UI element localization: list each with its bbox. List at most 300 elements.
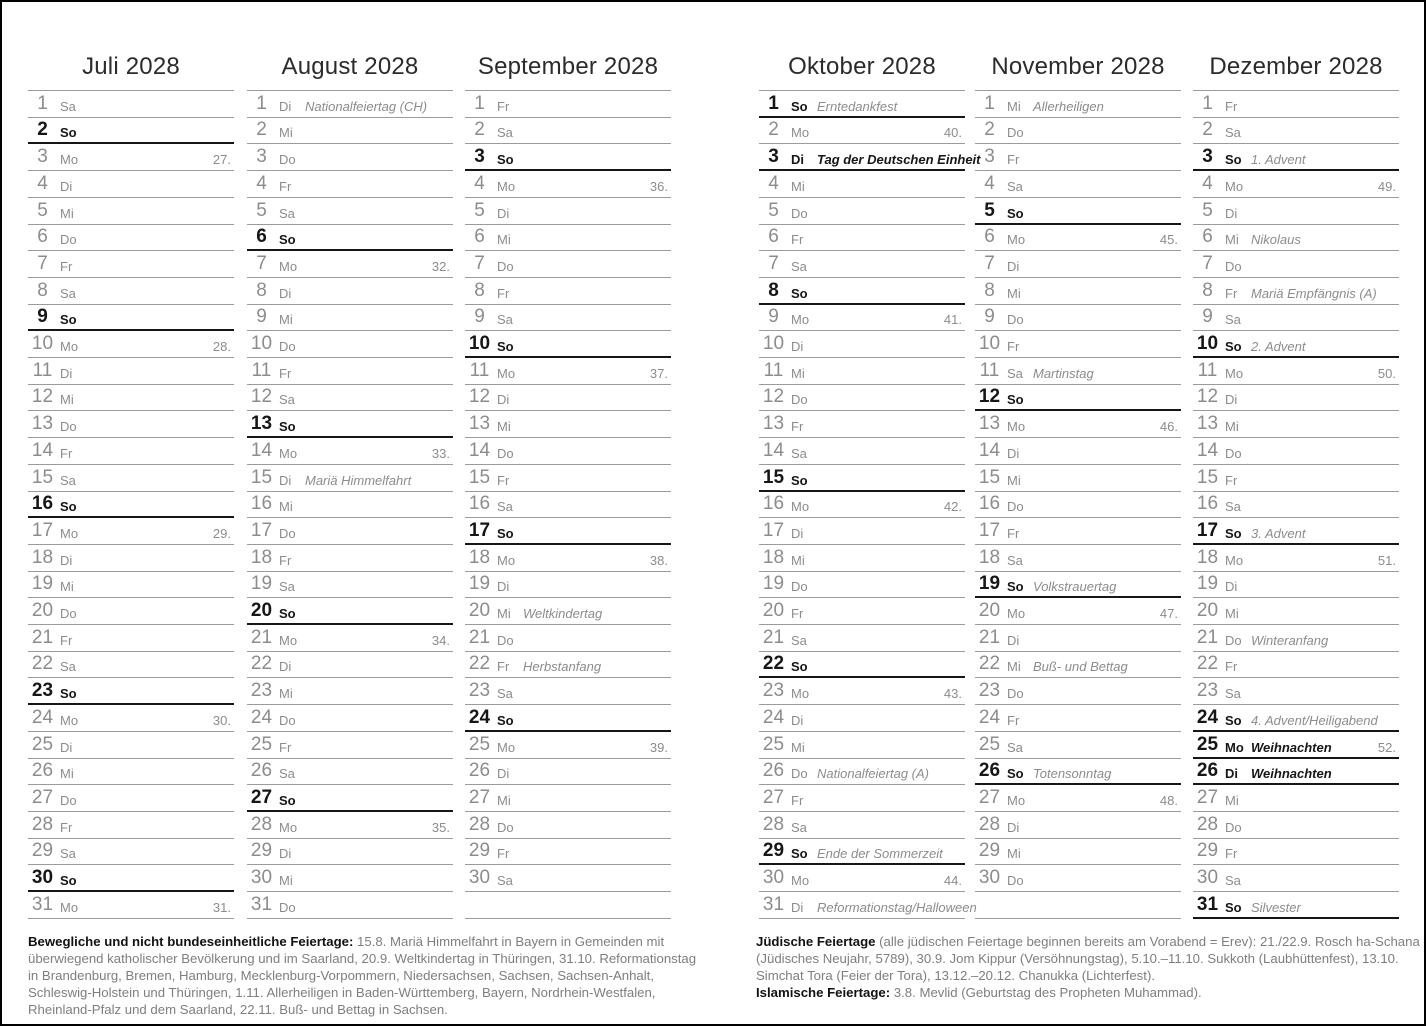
day-number: 10: [762, 333, 785, 355]
day-row-highlighted: [975, 759, 1181, 786]
day-row: [1193, 678, 1399, 705]
weekday-label: So: [1007, 766, 1024, 782]
day-number: 25: [978, 733, 1001, 755]
day-number: 3: [474, 146, 485, 168]
day-number: 7: [768, 252, 779, 274]
holiday-label: Weltkindertag: [523, 606, 603, 622]
day-row: [975, 678, 1181, 705]
weekday-label: Do: [1007, 312, 1024, 328]
day-number: 21: [978, 626, 1001, 648]
day-number: 28: [468, 813, 491, 835]
day-row: [247, 759, 453, 786]
weekday-label: Di: [497, 205, 510, 221]
weekday-label: Mi: [60, 766, 74, 782]
day-number: 24: [1196, 706, 1219, 728]
day-number: 14: [468, 439, 491, 461]
day-row-highlighted: [247, 785, 453, 812]
day-row: [247, 251, 453, 278]
day-number: 23: [762, 680, 785, 702]
weekday-label: Mi: [1225, 606, 1239, 622]
weekday-label: Fr: [497, 98, 510, 114]
day-number: 2: [474, 119, 485, 141]
day-number: 12: [978, 386, 1001, 408]
day-row: [465, 492, 671, 519]
weekday-label: Do: [1225, 819, 1242, 835]
weekday-label: Sa: [60, 659, 76, 675]
day-row: [465, 732, 671, 759]
weekday-label: Sa: [497, 312, 513, 328]
weekday-label: Mi: [279, 686, 293, 702]
day-row: [759, 732, 965, 759]
weekday-label: So: [279, 792, 296, 808]
weekday-label: Sa: [497, 499, 513, 515]
holiday-label: Ende der Sommerzeit: [817, 846, 943, 862]
holiday-label: Weihnachten: [1251, 739, 1332, 755]
day-row: [975, 331, 1181, 358]
month-rows: [975, 90, 1181, 919]
week-number: 36.: [649, 178, 668, 194]
day-number: 12: [762, 386, 785, 408]
empty-day-row: [975, 892, 1181, 919]
day-row-highlighted: [1193, 732, 1399, 759]
day-row: [1193, 278, 1399, 305]
month-title: August 2028: [281, 53, 419, 80]
weekday-label: Mo: [60, 339, 79, 355]
day-number: 11: [763, 359, 784, 381]
weekday-label: Di: [497, 579, 510, 595]
holiday-label: Silvester: [1251, 899, 1301, 915]
day-row: [759, 331, 965, 358]
holiday-label: Totensonntag: [1033, 766, 1112, 782]
day-number: 9: [984, 306, 995, 328]
day-row: [28, 892, 234, 919]
weekday-label: Mo: [1225, 365, 1244, 381]
day-number: 1: [984, 92, 995, 114]
weekday-label: So: [791, 472, 808, 488]
day-row: [759, 225, 965, 252]
day-row-highlighted: [28, 118, 234, 145]
weekday-label: Sa: [1225, 499, 1241, 515]
holiday-label: 2. Advent: [1251, 339, 1306, 355]
day-number: 30: [978, 867, 1001, 889]
week-number: 49.: [1377, 178, 1396, 194]
day-number: 17: [1196, 519, 1219, 541]
weekday-label: Fr: [497, 659, 510, 675]
day-number: 1: [1202, 92, 1213, 114]
day-number: 14: [250, 439, 273, 461]
weekday-label: Sa: [791, 445, 807, 461]
weekday-label: Do: [1225, 445, 1242, 461]
weekday-label: Fr: [497, 285, 510, 301]
weekday-label: Mo: [497, 552, 516, 568]
weekday-label: Fr: [497, 472, 510, 488]
holiday-label: 4. Advent/Heiligabend: [1251, 712, 1378, 728]
weekday-label: Fr: [60, 258, 73, 274]
weekday-label: Sa: [791, 632, 807, 648]
day-number: 25: [1196, 733, 1219, 755]
weekday-label: So: [1007, 205, 1024, 221]
weekday-label: So: [791, 98, 808, 114]
weekday-label: Do: [60, 419, 77, 435]
day-number: 25: [762, 733, 785, 755]
weekday-label: Mi: [497, 606, 511, 622]
weekday-label: Do: [279, 525, 296, 541]
day-number: 21: [468, 626, 491, 648]
day-number: 13: [468, 413, 491, 435]
day-row: [28, 278, 234, 305]
day-row-highlighted: [759, 465, 965, 492]
day-number: 18: [250, 546, 273, 568]
weekday-label: So: [497, 339, 514, 355]
day-number: 3: [768, 146, 779, 168]
weekday-label: Mo: [1007, 606, 1026, 622]
weekday-label: Di: [279, 846, 292, 862]
day-number: 6: [984, 226, 995, 248]
day-number: 7: [984, 252, 995, 274]
day-row: [28, 438, 234, 465]
weekday-label: Do: [497, 819, 514, 835]
weekday-label: Do: [1007, 499, 1024, 515]
day-row: [759, 678, 965, 705]
day-row: [759, 411, 965, 438]
day-row: [1193, 305, 1399, 332]
day-number: 7: [474, 252, 485, 274]
day-number: 1: [256, 92, 267, 114]
weekday-label: Fr: [279, 178, 292, 194]
day-row: [975, 305, 1181, 332]
day-number: 13: [31, 413, 54, 435]
month-column: [247, 2, 453, 919]
day-number: 23: [1196, 680, 1219, 702]
day-row: [759, 625, 965, 652]
weekday-label: Sa: [279, 205, 295, 221]
weekday-label: Mo: [279, 445, 298, 461]
weekday-label: Sa: [279, 579, 295, 595]
weekday-label: So: [1007, 392, 1024, 408]
day-number: 30: [468, 867, 491, 889]
day-number: 19: [468, 573, 491, 595]
week-number: 48.: [1159, 792, 1178, 808]
weekday-label: Do: [497, 445, 514, 461]
day-row: [975, 545, 1181, 572]
day-number: 15: [1196, 466, 1219, 488]
day-row-highlighted: [759, 652, 965, 679]
weekday-label: So: [60, 873, 77, 889]
weekday-label: Di: [497, 392, 510, 408]
week-number: 43.: [943, 686, 962, 702]
day-number: 29: [31, 840, 54, 862]
week-number: 39.: [649, 739, 668, 755]
day-number: 9: [37, 306, 48, 328]
day-number: 24: [468, 706, 491, 728]
day-row-highlighted: [465, 518, 671, 545]
day-number: 11: [1197, 359, 1218, 381]
weekday-label: Mo: [1007, 792, 1026, 808]
day-row-highlighted: [465, 144, 671, 171]
holiday-label: Volkstrauertag: [1033, 579, 1117, 595]
day-number: 22: [31, 653, 54, 675]
day-number: 2: [37, 119, 48, 141]
day-row: [1193, 385, 1399, 412]
day-row: [975, 251, 1181, 278]
day-number: 29: [250, 840, 273, 862]
weekday-label: Fr: [1007, 712, 1020, 728]
weekday-label: So: [1225, 525, 1242, 541]
weekday-label: Mo: [1007, 419, 1026, 435]
weekday-label: Mo: [497, 365, 516, 381]
day-row: [28, 411, 234, 438]
weekday-label: Fr: [1225, 472, 1238, 488]
weekday-label: Sa: [60, 846, 76, 862]
day-number: 24: [31, 706, 54, 728]
weekday-label: Di: [60, 739, 73, 755]
month-column: [975, 2, 1181, 919]
day-row: [247, 305, 453, 332]
day-number: 9: [768, 306, 779, 328]
day-number: 27: [250, 786, 273, 808]
day-number: 7: [1202, 252, 1213, 274]
day-number: 15: [762, 466, 785, 488]
weekday-label: Mo: [791, 312, 810, 328]
day-row: [28, 331, 234, 358]
day-number: 7: [37, 252, 48, 274]
day-row: [247, 625, 453, 652]
day-row: [28, 545, 234, 572]
day-number: 16: [468, 493, 491, 515]
day-row: [1193, 91, 1399, 118]
day-row-highlighted: [1193, 892, 1399, 919]
day-number: 23: [31, 680, 54, 702]
day-number: 13: [978, 413, 1001, 435]
day-row-highlighted: [759, 839, 965, 866]
footer-regional-holidays: [28, 933, 706, 1018]
day-number: 8: [984, 279, 995, 301]
day-number: 22: [468, 653, 491, 675]
day-row: [975, 465, 1181, 492]
day-row: [465, 225, 671, 252]
day-number: 9: [256, 306, 267, 328]
weekday-label: Di: [279, 472, 292, 488]
day-number: 10: [250, 333, 273, 355]
day-row: [465, 785, 671, 812]
day-row: [759, 198, 965, 225]
day-row-highlighted: [759, 91, 965, 118]
day-row: [1193, 118, 1399, 145]
day-row-highlighted: [759, 144, 981, 171]
day-number: 27: [762, 786, 785, 808]
day-number: 24: [978, 706, 1001, 728]
footer-text: 3.8. Mevlid (Geburtstag des Propheten Muhammad).: [890, 985, 1202, 1000]
day-row-highlighted: [1193, 705, 1399, 732]
day-row-highlighted: [247, 411, 453, 438]
weekday-label: So: [1225, 712, 1242, 728]
weekday-label: Di: [279, 98, 292, 114]
day-row: [28, 251, 234, 278]
day-number: 4: [256, 172, 267, 194]
day-row-highlighted: [465, 705, 671, 732]
month-title: November 2028: [991, 53, 1165, 80]
day-number: 26: [468, 760, 491, 782]
day-row: [759, 892, 977, 919]
day-row: [1193, 465, 1399, 492]
weekday-label: So: [791, 285, 808, 301]
day-number: 5: [256, 199, 267, 221]
day-row: [28, 785, 234, 812]
day-number: 8: [768, 279, 779, 301]
weekday-label: Mi: [497, 792, 511, 808]
weekday-label: Di: [1007, 819, 1020, 835]
day-number: 3: [256, 146, 267, 168]
day-number: 18: [978, 546, 1001, 568]
weekday-label: Do: [1225, 632, 1242, 648]
weekday-label: Mi: [1225, 232, 1239, 248]
day-row: [465, 865, 671, 892]
weekday-label: Mi: [791, 739, 805, 755]
day-row: [975, 625, 1181, 652]
day-row: [465, 839, 671, 866]
weekday-label: So: [60, 499, 77, 515]
day-row: [759, 385, 965, 412]
day-number: 2: [768, 119, 779, 141]
day-number: 20: [468, 600, 491, 622]
weekday-label: Mi: [791, 178, 805, 194]
day-number: 8: [474, 279, 485, 301]
day-number: 11: [32, 359, 53, 381]
day-number: 29: [762, 840, 785, 862]
day-number: 11: [251, 359, 272, 381]
weekday-label: Fr: [791, 606, 804, 622]
day-row: [465, 598, 671, 625]
day-number: 6: [768, 226, 779, 248]
week-number: 47.: [1159, 606, 1178, 622]
day-row: [1193, 785, 1399, 812]
day-row: [1193, 812, 1399, 839]
weekday-label: Mi: [791, 552, 805, 568]
day-row: [247, 652, 453, 679]
month-column: [759, 2, 981, 919]
day-row: [465, 118, 671, 145]
day-number: 20: [250, 600, 273, 622]
holiday-label: Herbstanfang: [523, 659, 602, 675]
day-number: 23: [250, 680, 273, 702]
day-row: [1193, 438, 1399, 465]
day-number: 5: [37, 199, 48, 221]
holiday-label: Weihnachten: [1251, 766, 1332, 782]
weekday-label: Mi: [497, 232, 511, 248]
holiday-label: Winteranfang: [1251, 632, 1329, 648]
week-number: 41.: [943, 312, 962, 328]
weekday-label: Do: [1007, 873, 1024, 889]
day-number: 3: [984, 146, 995, 168]
day-row-highlighted: [1193, 518, 1399, 545]
weekday-label: Di: [791, 712, 804, 728]
weekday-label: So: [279, 606, 296, 622]
day-number: 13: [1196, 413, 1219, 435]
weekday-label: Sa: [1007, 365, 1023, 381]
weekday-label: Sa: [497, 125, 513, 141]
day-row: [465, 251, 671, 278]
day-row-highlighted: [1193, 331, 1399, 358]
day-number: 30: [762, 867, 785, 889]
day-number: 30: [250, 867, 273, 889]
day-number: 15: [978, 466, 1001, 488]
holiday-label: Nationalfeiertag (CH): [305, 98, 428, 114]
day-row: [759, 358, 965, 385]
week-number: 42.: [943, 499, 962, 515]
day-row: [1193, 198, 1399, 225]
weekday-label: So: [1225, 339, 1242, 355]
day-row: [975, 518, 1181, 545]
day-row: [28, 385, 234, 412]
day-row: [1193, 171, 1399, 198]
day-row: [975, 118, 1181, 145]
weekday-label: Sa: [791, 258, 807, 274]
day-row: [1193, 545, 1399, 572]
day-row: [247, 732, 453, 759]
day-number: 5: [984, 199, 995, 221]
day-row: [247, 358, 453, 385]
day-number: 2: [256, 119, 267, 141]
weekday-label: So: [279, 419, 296, 435]
day-row: [1193, 652, 1399, 679]
day-number: 27: [978, 786, 1001, 808]
day-number: 15: [250, 466, 273, 488]
weekday-label: Do: [279, 899, 296, 915]
footer-religious-holidays: [756, 933, 1426, 1001]
day-number: 28: [1196, 813, 1219, 835]
month-rows: [759, 90, 981, 919]
day-number: 16: [31, 493, 54, 515]
day-number: 28: [762, 813, 785, 835]
day-number: 28: [31, 813, 54, 835]
weekday-label: Fr: [497, 846, 510, 862]
day-row: [247, 839, 453, 866]
weekday-label: Sa: [1225, 312, 1241, 328]
day-row: [247, 705, 453, 732]
day-number: 27: [1196, 786, 1219, 808]
day-row: [465, 358, 671, 385]
weekday-label: Sa: [1007, 552, 1023, 568]
day-row: [975, 438, 1181, 465]
weekday-label: Fr: [1225, 285, 1238, 301]
day-row: [247, 572, 453, 599]
weekday-label: Mo: [1225, 178, 1244, 194]
day-number: 30: [1196, 867, 1219, 889]
day-row: [759, 251, 965, 278]
day-row: [759, 598, 965, 625]
day-number: 19: [250, 573, 273, 595]
holiday-label: Erntedankfest: [817, 98, 898, 114]
day-row: [247, 812, 453, 839]
day-number: 22: [1196, 653, 1219, 675]
weekday-label: Mi: [1007, 659, 1021, 675]
day-row: [465, 278, 671, 305]
month-column: [1193, 2, 1399, 919]
weekday-label: Di: [1225, 579, 1238, 595]
day-row: [759, 812, 965, 839]
day-row: [28, 839, 234, 866]
week-number: 35.: [431, 819, 450, 835]
weekday-label: Mo: [791, 686, 810, 702]
day-row-highlighted: [759, 278, 965, 305]
weekday-label: Do: [497, 258, 514, 274]
day-row: [28, 732, 234, 759]
weekday-label: Sa: [60, 98, 76, 114]
day-number: 19: [762, 573, 785, 595]
weekday-label: Mi: [1007, 846, 1021, 862]
weekday-label: Fr: [279, 552, 292, 568]
weekday-label: Mi: [279, 873, 293, 889]
